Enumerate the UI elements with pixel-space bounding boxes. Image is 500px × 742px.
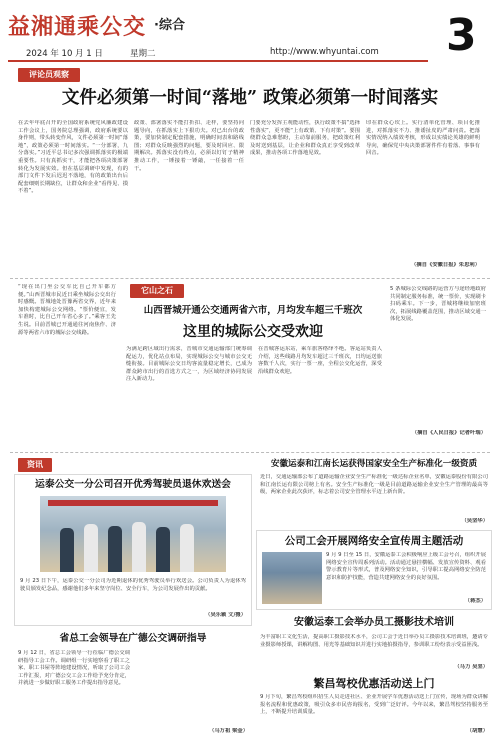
page-number: 3 xyxy=(446,10,477,61)
veterans-title: 运泰公交一分公司召开优秀驾驶员退休欢送会 xyxy=(35,479,231,490)
union-visit-body-continued xyxy=(136,650,248,728)
photo-training-title: 安徽运泰工会举办员工摄影技术培训 xyxy=(294,617,454,628)
fanchang-body: 9 月下旬，繁昌驾校组织招生人员走进社区、企业开展学车优惠活动送上门宣传，现场为群众讲解报名流程和优惠政策，吸引众多市民咨询报名，受到广泛好评。今年以来，繁昌驾校坚持服务至上，不断提升培训质量。 xyxy=(260,694,488,716)
fanchang-credit: （胡慧） xyxy=(466,728,488,734)
veterans-credit: （吴乐颖 文/摄） xyxy=(205,612,246,618)
section-name: ·综合 xyxy=(154,18,185,33)
newspaper-name: 益湘通乘公交 xyxy=(8,14,147,40)
tag-commentary: 评论员观察 xyxy=(18,68,80,82)
photo-training-credit: （马力 吴坚） xyxy=(454,664,488,670)
tag-news: 资讯 xyxy=(18,458,52,472)
safety-week-credit: （蒋杰） xyxy=(464,598,486,604)
feature-column-3: 在晋城客运东站，乘车旅客络绎不绝。客运站负责人介绍，这些线路月均发车超过三千班次，日均运送旅客数千人次，实行一票一座，全程公交化运营，深受沿线群众欢迎。 xyxy=(258,346,382,375)
feature-credit: （摘自《人民日报》记者叶瑞） xyxy=(411,430,486,436)
union-visit-title: 省总工会领导在广德公交调研指导 xyxy=(59,633,207,644)
anhui-credit: （吴坚华） xyxy=(461,518,488,524)
veterans-photo xyxy=(40,496,226,572)
feature-column-4: 5 条城际公交线路的运营方与途经地政府共同制定服务标准，统一票价，实现刷卡扫码乘车。下一步，晋城将继续加密班次，拓展线路覆盖范围，推动区域交通一体化发展。 xyxy=(390,286,486,323)
commentary-title: 文件必须第一时间“落地” 政策必须第一时间落实 xyxy=(61,88,439,108)
safety-week-body: 9 月 9 日至 15 日，安徽运泰工会积极响应上级工会号召，组织开展网络安全宣传周系列活动。活动通过悬挂横幅、发放宣传资料、观看警示教育片等形式，普及网络安全知识，引导职工提高网络安全防范意识和防护技能，营造共建网络安全的良好氛围。 xyxy=(326,552,486,581)
commentary-column-3: 门要充分发挥主观能动性，执行政策不搞“选择性落实”，更不能“上有政策、下有对策”。要围绕群众急难愁盼，主动靠前服务，把政策红利及时送到基层，让企业和群众真正享受到改革成果，推动各项工作落地见效。 xyxy=(250,120,360,157)
fanchang-title: 繁昌驾校优惠活动送上门 xyxy=(313,677,435,690)
divider xyxy=(10,452,490,453)
feature-intro: “现在出门坐公交车比自己开车都方便。”山西晋城市民近日乘坐城际公交出行时感慨。晋城地处晋豫两省交界，近年来加快构建城际公交网络。“票价便宜，发车准时，比自己开车省心多了。”乘客王先生说。目前晋城已开通通往河南焦作、济源等两省六市的城际公交线路。 xyxy=(18,284,116,336)
commentary-credit: （摘自《安徽日报》朱思利） xyxy=(411,262,480,268)
issue-date: 2024 年 10 月 1 日 xyxy=(26,49,103,59)
website-link[interactable]: http://www.whyuntai.com xyxy=(270,47,379,57)
veterans-body: 9 月 23 日下午，运泰公交一分公司为近期退休的优秀驾驶员举行欢送会。公司负责人为退休驾驶员颁发纪念品，感谢他们多年来坚守岗位、安全行车，为公司发展作出的贡献。 xyxy=(20,578,246,592)
union-visit-body: 9 月 12 日，省总工会领导一行莅临广德公交调研指导工会工作。调研组一行实地察看了职工之家、职工书屋等阵地建设情况，听取了公司工会工作汇报，对广德公交工会工作给予充分肯定，并就进一步做好职工服务工作提出指导意见。 xyxy=(18,650,130,687)
divider xyxy=(10,278,490,279)
issue-weekday: 星期二 xyxy=(130,49,156,59)
anhui-body: 近日，交通运输部公布了道路运输企业安全生产标准化一级达标企业名单，安徽运泰股份有限公司和江南长运有限公司榜上有名。安全生产标准化一级是目前道路运输企业安全生产管理的最高等级，两家企业此次获评，标志着公司安全管理水平迈上新台阶。 xyxy=(260,474,488,496)
feature-column-2: 为满足跨区域出行需求，晋城市交通运输部门统筹调配运力，优化站点布局，实现城际公交与城市公交无缝衔接。目前城际公交日均客流量稳定增长，已成为群众跨市出行的首选方式之一，为区域经济协同发展注入新动力。 xyxy=(126,346,252,383)
safety-week-photo xyxy=(262,552,322,604)
anhui-title: 安徽运泰和江南长运获得国家安全生产标准化一级资质 xyxy=(270,459,478,469)
feature-subtitle: 这里的城际公交受欢迎 xyxy=(183,324,323,340)
commentary-column-1: 在去年年底召开的全国政府系统党风廉政建设工作会议上，国务院总理强调，政府系统要以身作则，带头转变作风，文件必须第一时间“落地”，政策必须第一时间落实。“一分部署，九分落实。”习近平总书记多次强调抓落实的极端重要性。只有真抓实干，才能把各项决策部署转化为发展实效。但在基层调研中发现，有的部门文件下发后迟迟不落地，有的政策出台后配套细则长期缺位，让群众和企业“看得见、摸不着”。 xyxy=(18,120,128,195)
photo-training-body: 为丰富职工文化生活，提高职工摄影技术水平，公司工会于近日举办员工摄影技术培训班，邀请专业摄影师授课，讲解构图、用光等基础知识并进行实地拍摄指导，参训职工纷纷表示受益匪浅。 xyxy=(260,634,488,648)
header-rule xyxy=(8,60,428,62)
feature-title: 山西晋城开通公交通两省六市，月均发车超三千班次 xyxy=(143,305,363,316)
commentary-column-4: 印在群众心坎上。实行清单化管理、项目化推进，对抓落实不力、推诿扯皮的严肃问责。把落实情况纳入绩效考核，形成以实绩论英雄的鲜明导向，确保党中央决策部署件件有着落、事事有回音。 xyxy=(366,120,480,157)
commentary-column-2: 政策、部署落实不能打折扣、走样，要坚持问题导向，在抓落实上下狠功夫。对已出台的政策，要加快制定配套措施，明确时间表和路线图；对群众反映强烈的问题，要及时回应、限期解决。抓落实没有终点，必须以钉钉子精神推动工作，一锤接着一锤敲，一任接着一任干。 xyxy=(134,120,244,172)
union-visit-credit: （马万祖 梁金） xyxy=(209,728,248,734)
safety-week-title: 公司工会开展网络安全宣传周主题活动 xyxy=(284,535,464,547)
tag-local: 它山之石 xyxy=(130,284,184,298)
